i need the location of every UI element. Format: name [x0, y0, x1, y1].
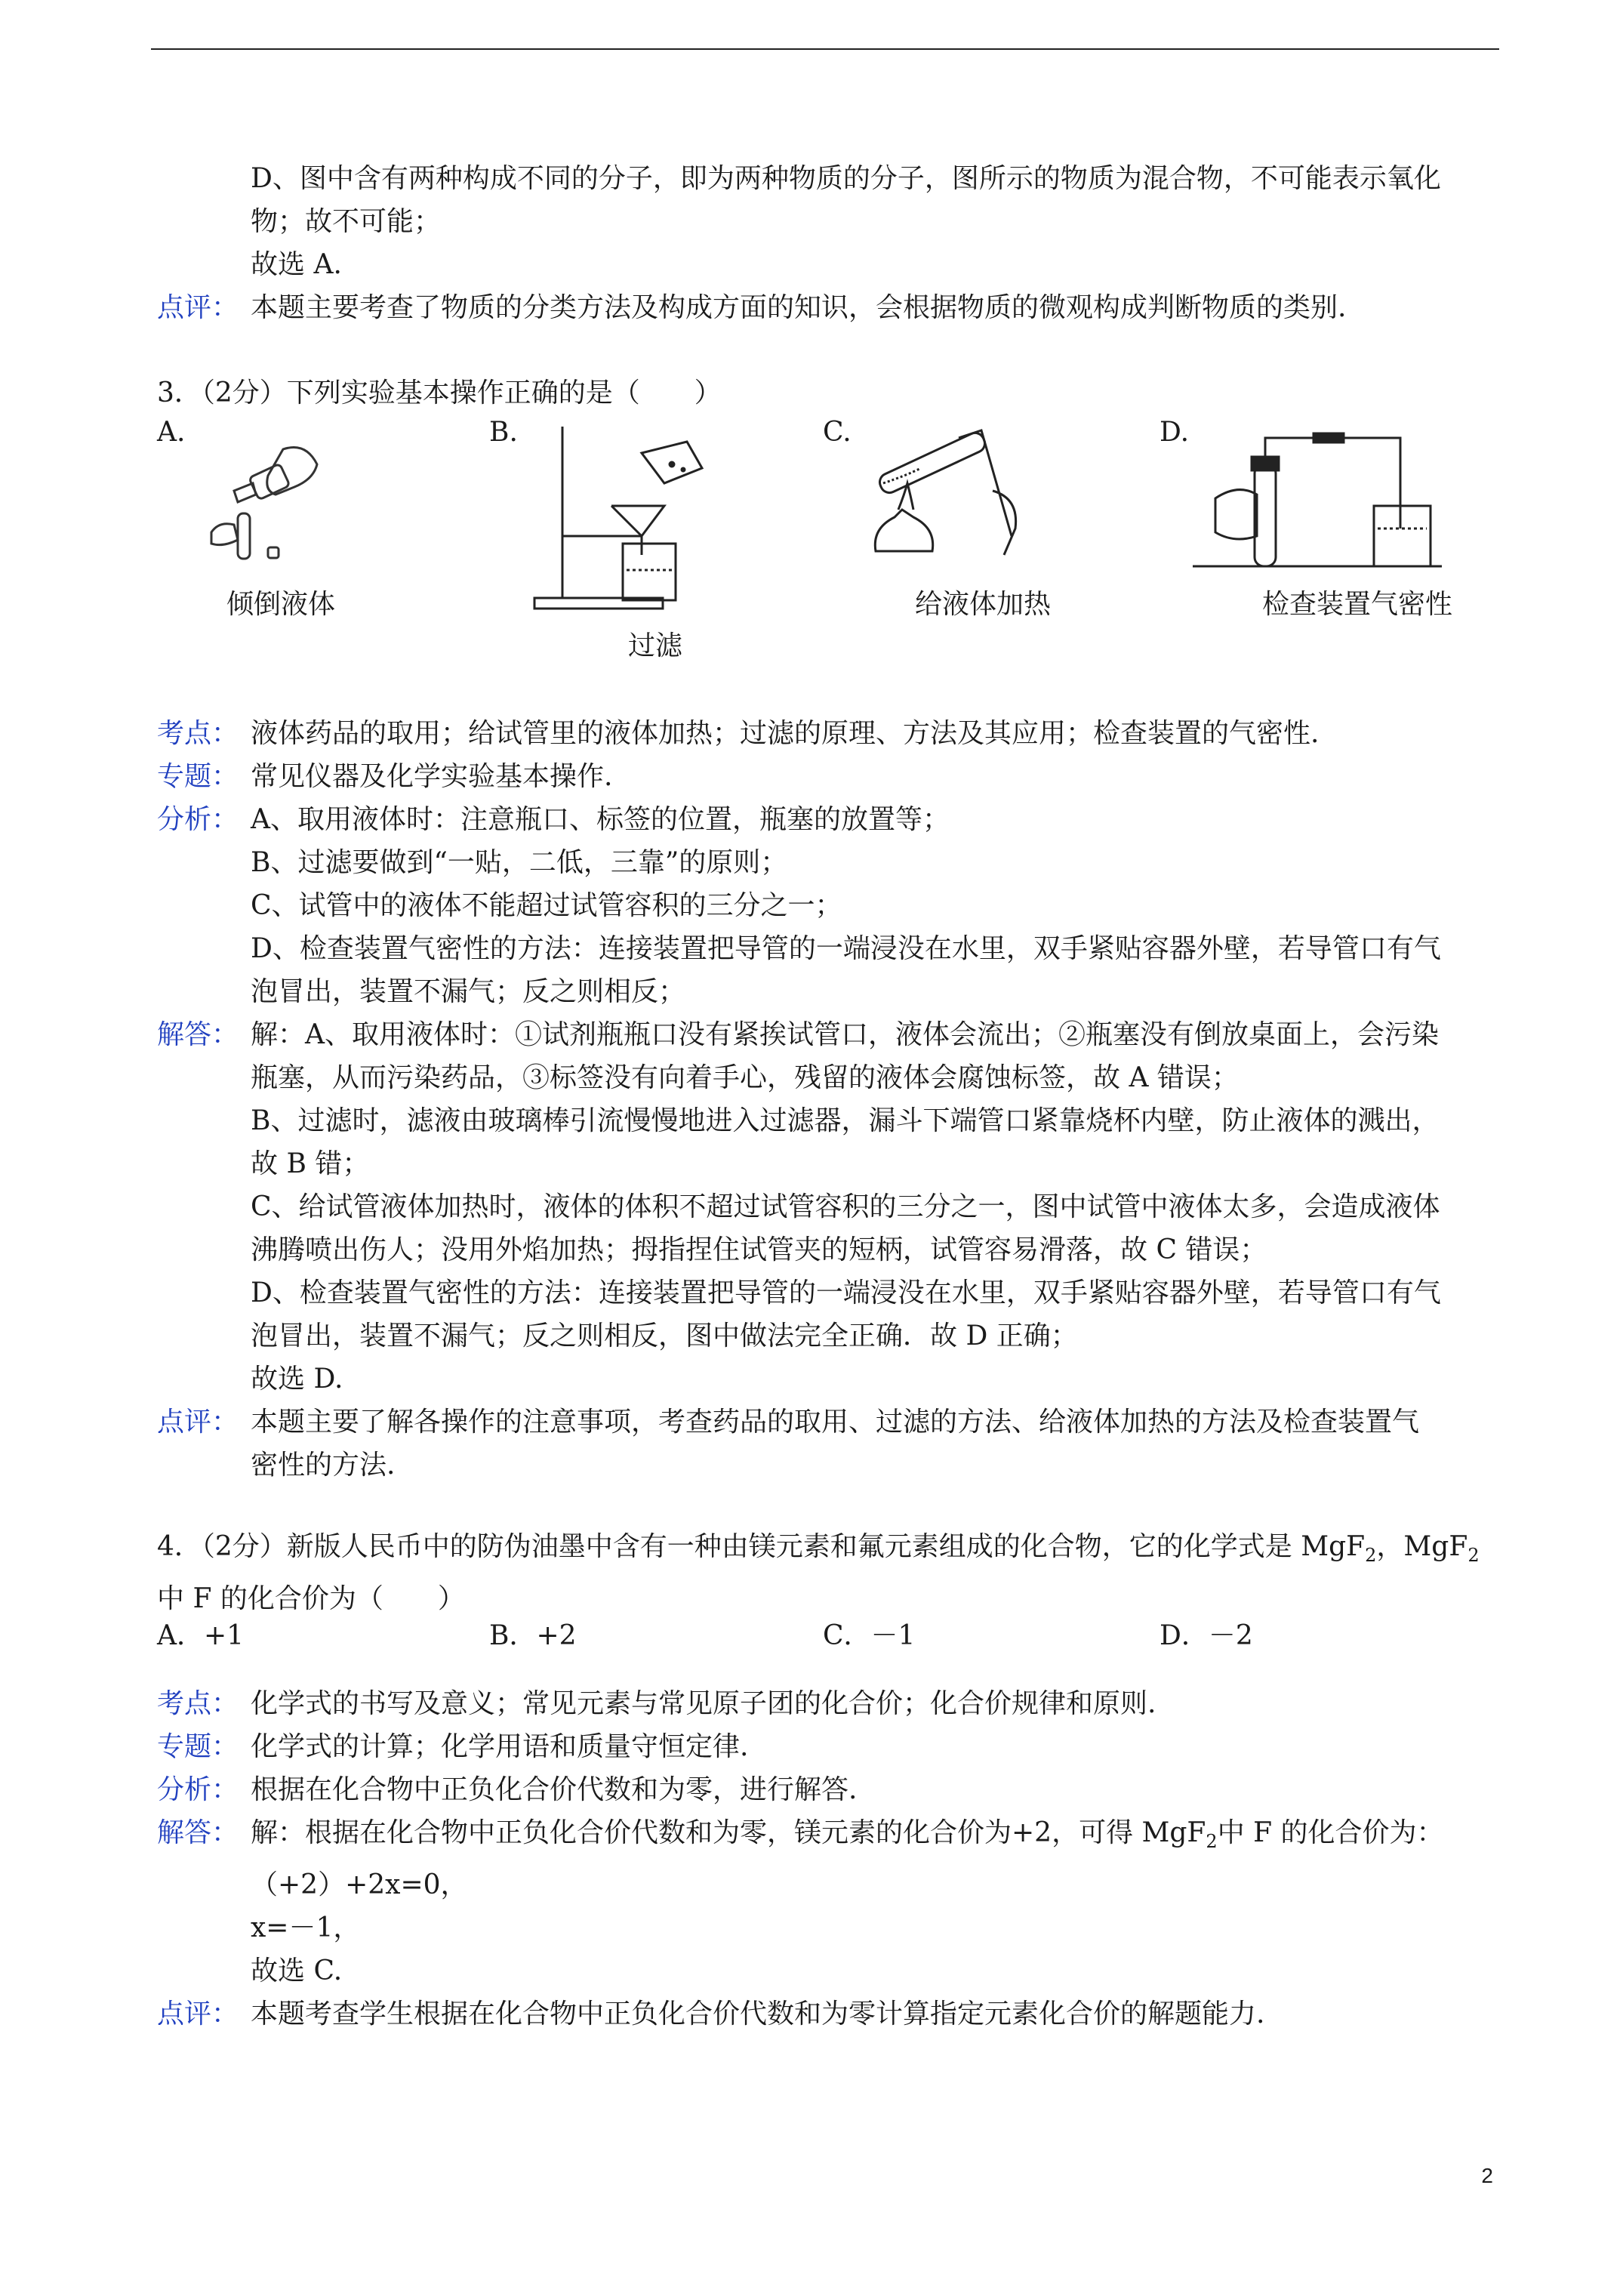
q4-kaodian: 化学式的书写及意义；常见元素与常见原子团的化合价；化合价规律和原则. — [251, 1688, 1156, 1719]
q3-option-c-caption: 给液体加热 — [915, 589, 1052, 620]
q4-dianping: 本题考查学生根据在化合物中正负化合价代数和为零计算指定元素化合价的解题能力. — [251, 1999, 1265, 2030]
q3-jieda-line: D、检查装置气密性的方法：连接装置把导管的一端浸没在水里，双手紧贴容器外壁，若导管口有气 — [251, 1277, 1441, 1308]
q4-eq1: （+2）+2x=0， — [251, 1869, 468, 1901]
filtration-figure — [521, 423, 717, 619]
q3-jieda-line: 沸腾喷出伤人；没用外焰加热；拇指捏住试管夹的短柄，试管容易滑落，故 C 错误； — [251, 1234, 1267, 1265]
q4-jieda-tag: 解答： — [157, 1817, 239, 1848]
subscript-2: 2 — [1206, 1831, 1218, 1853]
q3-stem-text: 3．（2分）下列实验基本操作正确的是（ ） — [157, 378, 722, 408]
subscript-2: 2 — [1467, 1545, 1480, 1567]
q3-fenxi-line: 泡冒出，装置不漏气；反之则相反； — [251, 976, 686, 1007]
q3-option-b-caption: 过滤 — [628, 630, 683, 661]
q3-kaodian: 液体药品的取用；给试管里的液体加热；过滤的原理、方法及其应用；检查装置的气密性. — [251, 718, 1320, 749]
q4-jieda-b: 中 F 的化合价为： — [1217, 1817, 1444, 1848]
q4-kaodian-tag: 考点： — [157, 1688, 239, 1719]
q3-fenxi-tag: 分析： — [157, 804, 239, 835]
q4-zhuanti: 化学式的计算；化学用语和质量守恒定律. — [251, 1731, 749, 1762]
q4-choice: 故选 C. — [251, 1955, 343, 1987]
prev-question-tail — [157, 157, 1501, 329]
q3-option-c-letter: C. — [823, 417, 852, 448]
q3-fenxi-line: A、取用液体时：注意瓶口、标签的位置，瓶塞的放置等； — [251, 804, 950, 835]
prev-d-line2: 物；故不可能； — [251, 206, 442, 237]
q3-dianping-tag: 点评： — [157, 1407, 239, 1438]
q4-analysis — [157, 1682, 1501, 2036]
q3-jieda-line: 故选 D. — [251, 1364, 343, 1395]
q3-stem — [157, 371, 1501, 415]
q3-zhuanti: 常见仪器及化学实验基本操作. — [251, 761, 613, 792]
q3-zhuanti-tag: 专题： — [157, 761, 239, 792]
q3-dianping-line: 密性的方法. — [251, 1450, 396, 1481]
q3-jieda-line: C、给试管液体加热时，液体的体积不超过试管容积的三分之一，图中试管中液体太多，会造成液体 — [251, 1191, 1440, 1222]
q3-option-a-letter: A. — [157, 417, 186, 448]
q4-option-c: C．－1 — [823, 1620, 916, 1651]
q3-fenxi-line: D、检查装置气密性的方法：连接装置把导管的一端浸没在水里，双手紧贴容器外壁，若导管口有气 — [251, 933, 1441, 964]
q4-option-b: B．+2 — [489, 1620, 577, 1651]
q3-option-d-letter: D. — [1160, 417, 1190, 448]
q3-jieda-line: B、过滤时，滤液由玻璃棒引流慢慢地进入过滤器，漏斗下端管口紧靠烧杯内壁，防止液体的溅出， — [251, 1105, 1440, 1136]
q3-fenxi-line: B、过滤要做到“一贴，二低，三靠”的原则； — [251, 847, 788, 878]
pouring-liquid-figure — [192, 442, 328, 574]
q3-jieda-line: 瓶塞，从而污染药品，③标签没有向着手心，残留的液体会腐蚀标签，故 A 错误； — [251, 1062, 1239, 1093]
q3-kaodian-tag: 考点： — [157, 718, 239, 749]
q4-fenxi-tag: 分析： — [157, 1774, 239, 1805]
q4-option-a: A．+1 — [157, 1620, 245, 1651]
heating-liquid-figure — [861, 423, 1042, 574]
q3-analysis — [157, 712, 1501, 1487]
q4-option-d: D．－2 — [1160, 1620, 1253, 1651]
q3-jieda-line: 故 B 错； — [251, 1148, 370, 1179]
page-number: 2 — [1481, 2164, 1493, 2187]
prev-dianping: 本题主要考查了物质的分类方法及构成方面的知识，会根据物质的微观构成判断物质的类别. — [251, 292, 1347, 323]
q4-dianping-tag: 点评： — [157, 1999, 239, 2030]
q4-fenxi: 根据在化合物中正负化合价代数和为零，进行解答. — [251, 1774, 858, 1805]
prev-dianping-tag: 点评： — [157, 292, 239, 323]
q4-jieda-a: 解：根据在化合物中正负化合价代数和为零，镁元素的化合价为+2，可得 MgF — [251, 1817, 1206, 1848]
header-rule — [151, 48, 1499, 50]
q4-eq2: x=－1， — [251, 1912, 361, 1944]
q3-jieda-line: 解：A、取用液体时：①试剂瓶瓶口没有紧挨试管口，液体会流出；②瓶塞没有倒放桌面上，会污染 — [251, 1019, 1439, 1050]
q4-zhuanti-tag: 专题： — [157, 1731, 239, 1762]
q3-jieda-line: 泡冒出，装置不漏气；反之则相反，图中做法完全正确．故 D 正确； — [251, 1321, 1078, 1351]
q3-option-d-caption: 检查装置气密性 — [1262, 589, 1453, 620]
q3-option-a-caption: 倾倒液体 — [226, 589, 336, 620]
q4-stem-a: 4．（2分）新版人民币中的防伪油墨中含有一种由镁元素和氟元素组成的化合物，它的化学式是 MgF — [157, 1531, 1366, 1562]
prev-d-line1: D、图中含有两种构成不同的分子，即为两种物质的分子，图所示的物质为混合物，不可能表示氧化 — [251, 163, 1441, 194]
airtightness-check-figure — [1193, 423, 1442, 574]
prev-choice: 故选 A. — [251, 249, 342, 280]
q4-stem-b: ，MgF — [1376, 1531, 1468, 1562]
q4-stem-c: 中 F 的化合价为（ ） — [157, 1583, 465, 1615]
q3-jieda-tag: 解答： — [157, 1019, 239, 1050]
q4-stem — [157, 1525, 1501, 1620]
q3-dianping-line: 本题主要了解各操作的注意事项，考查药品的取用、过滤的方法、给液体加热的方法及检查装置气 — [251, 1407, 1420, 1438]
subscript-2: 2 — [1365, 1545, 1377, 1567]
q3-fenxi-line: C、试管中的液体不能超过试管容积的三分之一； — [251, 890, 842, 921]
q3-option-b-letter: B. — [489, 417, 518, 448]
